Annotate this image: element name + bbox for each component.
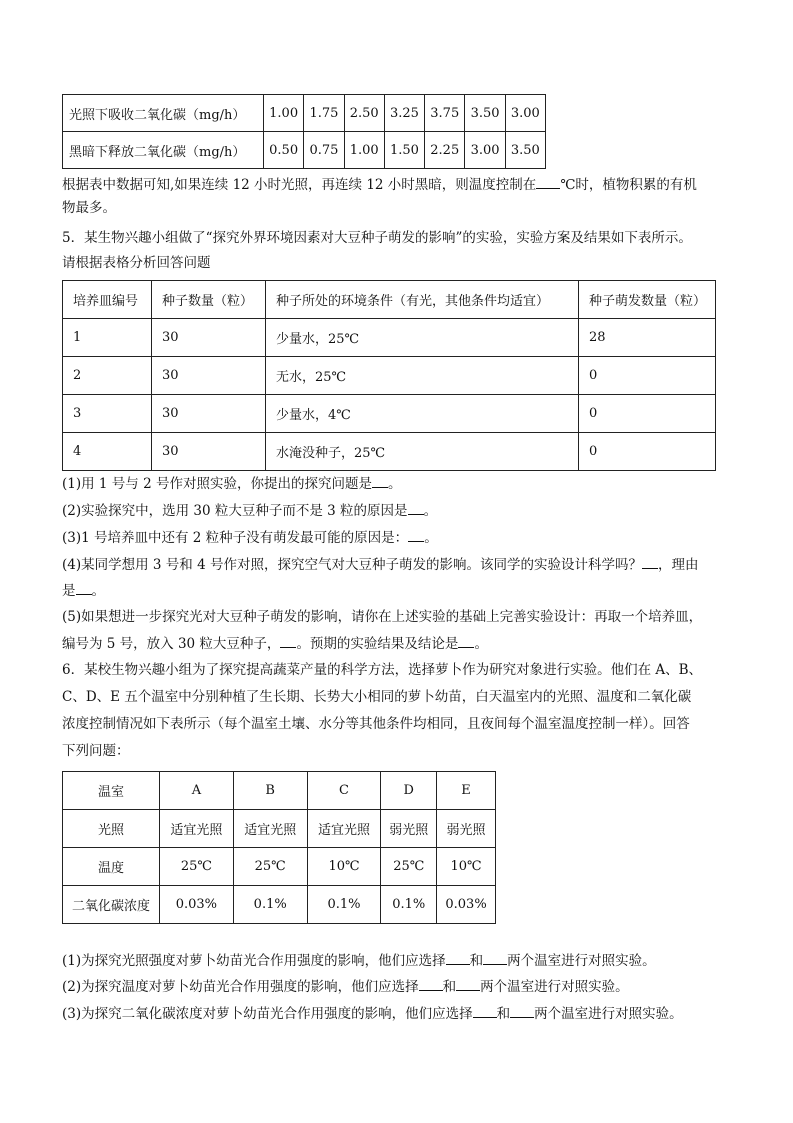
table-cell: 0.1% [381,886,437,924]
q6-sub-3 [62,1003,683,1024]
row-header: 温室 [63,772,160,810]
table-row [63,319,716,357]
table-cell: 3.00 [465,132,505,169]
table-row [63,772,496,810]
table-cell: 2.25 [425,132,465,169]
question-text: ，理由 [657,557,699,573]
q5-sub-5-cont [62,633,488,654]
table-cell: 0.1% [233,886,307,924]
table-cell: 10℃ [307,848,381,886]
question-text: 两个温室进行对照实验。 [480,979,629,995]
row-label: 黑暗下释放二氧化碳（mg/h） [63,132,264,169]
table-cell: 3.00 [505,95,545,132]
column-header: 种子萌发数量（粒） [579,281,716,319]
table-cell: 3.50 [505,132,545,169]
answer-blank[interactable] [446,950,470,965]
table-cell: 0.75 [304,132,344,169]
table-cell: 适宜光照 [160,810,234,848]
table-cell: 1.00 [264,95,304,132]
question-text: 和 [469,953,484,969]
germination-table [62,280,716,471]
table-cell: 25℃ [233,848,307,886]
q4-text-part: 根据表中数据可知,如果连续 12 小时光照，再连续 12 小时黑暗，则温度控制在 [62,177,537,193]
q4-text [62,174,697,195]
column-header: 培养皿编号 [63,281,152,319]
table-cell: 25℃ [160,848,234,886]
question-text: (2)为探究温度对萝卜幼苗光合作用强度的影响，他们应选择 [62,979,419,995]
table-cell: 弱光照 [437,810,496,848]
table-cell: 水淹没种子，25℃ [266,433,579,471]
table-cell: 0 [579,357,716,395]
table-row [63,886,496,924]
answer-blank[interactable] [408,527,424,542]
answer-blank[interactable] [456,976,480,991]
table-cell: A [160,772,234,810]
answer-blank[interactable] [483,950,507,965]
row-header: 温度 [63,848,160,886]
answer-blank[interactable] [419,976,443,991]
q5-sub-4-cont [62,580,105,601]
table-cell: C [307,772,381,810]
table-row [63,357,716,395]
table-row [63,95,546,132]
table-cell: 3 [63,395,152,433]
table-cell: 适宜光照 [233,810,307,848]
question-text: (2)实验探究中，选用 30 粒大豆种子而不是 3 粒的原因是 [62,503,408,519]
table-cell: 3.75 [425,95,465,132]
table-cell: 1.00 [344,132,384,169]
table-row [63,395,716,433]
table-cell: 2 [63,357,152,395]
question-text: 编号为 5 号，放入 30 粒大豆种子， [62,636,281,652]
table-cell: 0 [579,433,716,471]
row-header: 二氧化碳浓度 [63,886,160,924]
table-cell: 适宜光照 [307,810,381,848]
table-cell: 0.03% [437,886,496,924]
q6-intro-2: C、D、E 五个温室中分别种植了生长期、长势大小相同的萝卜幼苗，白天温室内的光照、温度和二氧化碳 [62,689,692,705]
q6-sub-1 [62,950,656,971]
question-text: (1)用 1 号与 2 号作对照实验，你提出的探究问题是 [62,476,372,492]
punctuation: 。 [387,476,402,492]
q5-intro: 5．某生物兴趣小组做了“探究外界环境因素对大豆种子萌发的影响”的实验，实验方案及结果如下表所示。 [62,230,692,246]
question-text: 。预期的实验结果及结论是 [296,636,459,652]
table-cell: 0.03% [160,886,234,924]
q5-sub-5: (5)如果想进一步探究光对大豆种子萌发的影响，请你在上述实验的基础上完善实验设计：再取一个培养皿， [62,609,703,625]
table-cell: 3.25 [384,95,424,132]
q5-sub-1 [62,473,401,494]
question-text: 两个温室进行对照实验。 [507,953,656,969]
question-text: (3)1 号培养皿中还有 2 粒种子没有萌发最可能的原因是： [62,530,409,546]
q5-sub-2 [62,500,437,521]
punctuation: 。 [424,530,438,546]
q4-text-part: ℃时，植物积累的有机 [560,177,697,193]
question-text: (1)为探究光照强度对萝卜幼苗光合作用强度的影响，他们应选择 [62,953,446,969]
answer-blank[interactable] [642,554,658,569]
q5-intro-2: 请根据表格分析回答问题 [62,255,211,271]
table-cell: 28 [579,319,716,357]
table-cell: 30 [152,357,266,395]
table-cell: 弱光照 [381,810,437,848]
question-text: 和 [496,1006,511,1022]
punctuation: 。 [474,636,488,652]
table-cell: 少量水，25℃ [266,319,579,357]
q4-text-end: 物最多。 [62,200,116,216]
co2-table [62,94,546,169]
table-header-row [63,281,716,319]
table-cell: 无水，25℃ [266,357,579,395]
table-cell: 0.50 [264,132,304,169]
answer-blank[interactable] [280,633,296,648]
table-cell: E [437,772,496,810]
table-row [63,848,496,886]
answer-blank[interactable] [473,1003,497,1018]
answer-blank[interactable] [408,500,424,515]
table-cell: 1.50 [384,132,424,169]
table-cell: 1 [63,319,152,357]
q6-intro-3: 浓度控制情况如下表所示（每个温室土壤、水分等其他条件均相同，且夜间每个温室温度控制一样）。回答 [62,716,690,732]
table-cell: 4 [63,433,152,471]
greenhouse-table [62,771,496,924]
table-cell: 10℃ [437,848,496,886]
table-cell: 少量水，4℃ [266,395,579,433]
question-text: (4)某同学想用 3 号和 4 号作对照，探究空气对大豆种子萌发的影响。该同学的实验设计科学吗？ [62,557,642,573]
q5-sub-4 [62,554,698,575]
table-cell: 2.50 [344,95,384,132]
table-row [63,132,546,169]
q6-sub-2 [62,976,629,997]
q6-intro: 6．某校生物兴趣小组为了探究提高蔬菜产量的科学方法，选择萝卜作为研究对象进行实验。他们在 A、B、 [62,662,703,678]
question-text: 是 [62,583,76,599]
row-header: 光照 [63,810,160,848]
punctuation: 。 [423,503,438,519]
table-cell: B [233,772,307,810]
q5-sub-3 [62,527,438,548]
answer-blank[interactable] [510,1003,534,1018]
table-cell: 25℃ [381,848,437,886]
answer-blank[interactable] [372,473,388,488]
table-cell: 3.50 [465,95,505,132]
answer-blank[interactable] [458,633,474,648]
table-cell: 30 [152,395,266,433]
table-cell: 30 [152,319,266,357]
column-header: 种子所处的环境条件（有光，其他条件均适宜） [266,281,579,319]
table-cell: D [381,772,437,810]
punctuation: 。 [91,583,105,599]
question-text: 两个温室进行对照实验。 [534,1006,683,1022]
answer-blank[interactable] [536,174,560,189]
question-text: 和 [442,979,457,995]
table-row [63,433,716,471]
answer-blank[interactable] [76,580,92,595]
table-cell: 0.1% [307,886,381,924]
table-cell: 30 [152,433,266,471]
table-cell: 1.75 [304,95,344,132]
table-row [63,810,496,848]
row-label: 光照下吸收二氧化碳（mg/h） [63,95,264,132]
q6-intro-4: 下列问题： [62,743,130,759]
column-header: 种子数量（粒） [152,281,266,319]
table-cell: 0 [579,395,716,433]
question-text: (3)为探究二氧化碳浓度对萝卜幼苗光合作用强度的影响，他们应选择 [62,1006,473,1022]
